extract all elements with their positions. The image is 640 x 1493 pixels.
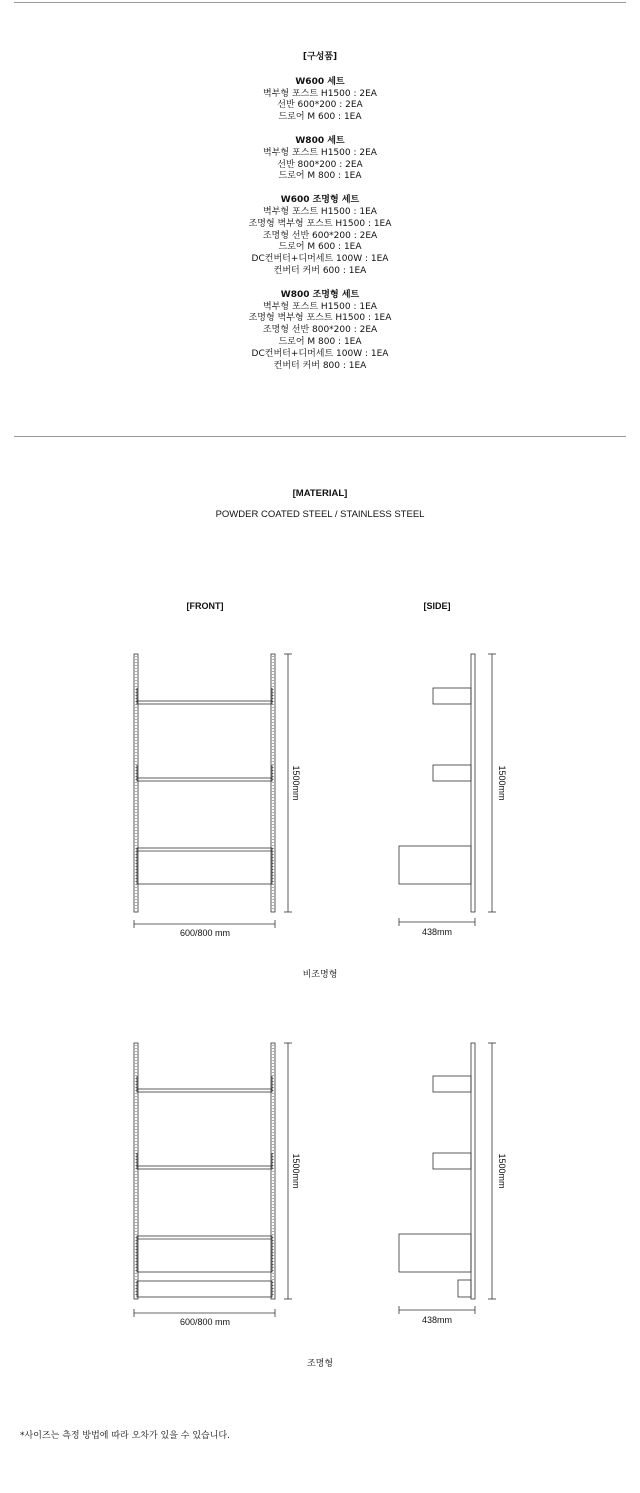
set-title: W800 조명형 세트 [280, 289, 360, 300]
side-converter [458, 1280, 471, 1297]
set-item: 선반 600*200 : 2EA [277, 100, 363, 111]
set-item: 조명형 벽부형 포스트 H1500 : 1EA [248, 218, 392, 229]
set-item: 컨버터 커버 600 : 1EA [273, 265, 367, 276]
side-drawer [399, 846, 471, 884]
side-height-dimension-label: 1500mm [497, 765, 507, 801]
set-item: 조명형 선반 600*200 : 2EA [262, 230, 378, 241]
side-post [471, 1043, 475, 1299]
front-view [134, 1043, 275, 1299]
set-w600 [0, 77, 640, 124]
components-list [0, 52, 640, 384]
width-dimension-label: 600/800 mm [179, 928, 231, 938]
size-tolerance-note: *사이즈는 측정 방법에 따라 오차가 있을 수 있습니다. [20, 1431, 230, 1441]
side-height-dimension [488, 654, 496, 912]
set-item: 드로어 M 800 : 1EA [278, 171, 362, 182]
set-item: 벽부형 포스트 H1500 : 2EA [263, 147, 377, 158]
top-divider [14, 2, 626, 3]
depth-dimension [399, 1306, 475, 1314]
set-item: 컨버터 커버 800 : 1EA [273, 360, 367, 371]
depth-dimension-label: 438mm [421, 1315, 453, 1325]
lighting-drawing [0, 1030, 640, 1330]
lighting-caption: 조명형 [306, 1359, 334, 1369]
front-view-label: [FRONT] [186, 601, 224, 611]
height-dimension [284, 654, 292, 912]
side-view [399, 1043, 475, 1299]
side-height-dimension [488, 1043, 496, 1299]
shelf-2 [137, 778, 272, 781]
set-item: 드로어 M 600 : 1EA [278, 242, 362, 253]
shelf-1 [137, 701, 272, 704]
side-view-label: [SIDE] [423, 601, 451, 611]
side-height-dimension-label: 1500mm [497, 1153, 507, 1189]
set-title: W600 세트 [295, 76, 345, 87]
height-dimension [284, 1043, 292, 1299]
drawer [137, 1236, 272, 1272]
side-shelf-2 [433, 1153, 471, 1169]
side-shelf-1 [433, 688, 471, 704]
set-w800 [0, 136, 640, 183]
set-title: W800 세트 [295, 135, 345, 146]
section-divider [14, 436, 626, 437]
depth-dimension [399, 918, 475, 926]
front-view [134, 654, 275, 912]
side-shelf-1 [433, 1076, 471, 1092]
set-item: 선반 800*200 : 2EA [277, 159, 363, 170]
set-item: 조명형 선반 800*200 : 2EA [262, 325, 378, 336]
set-item: DC컨버터+디머세트 100W : 1EA [251, 348, 389, 359]
drawer [137, 848, 272, 884]
non-lighting-caption: 비조명형 [302, 970, 338, 980]
set-item: 드로어 M 600 : 1EA [278, 112, 362, 123]
set-item: 벽부형 포스트 H1500 : 1EA [263, 301, 377, 312]
side-view [399, 654, 475, 912]
side-shelf-2 [433, 765, 471, 781]
side-post [471, 654, 475, 912]
material-heading: [MATERIAL] [292, 488, 348, 499]
material-value: POWDER COATED STEEL / STAINLESS STEEL [215, 509, 425, 520]
shelf-2 [137, 1166, 272, 1169]
height-dimension-label: 1500mm [291, 1153, 301, 1189]
set-w800-lighting [0, 290, 640, 373]
set-item: 드로어 M 800 : 1EA [278, 336, 362, 347]
height-dimension-label: 1500mm [291, 765, 301, 801]
set-item: 벽부형 포스트 H1500 : 1EA [263, 206, 377, 217]
depth-dimension-label: 438mm [421, 927, 453, 937]
width-dimension [134, 920, 275, 928]
side-drawer [399, 1234, 471, 1272]
set-item: DC컨버터+디머세트 100W : 1EA [251, 254, 389, 265]
non-lighting-drawing [0, 640, 640, 940]
set-title: W600 조명형 세트 [280, 195, 360, 206]
shelf-1 [137, 1089, 272, 1092]
converter-cover [137, 1281, 272, 1297]
width-dimension-label: 600/800 mm [179, 1317, 231, 1327]
set-w600-lighting [0, 195, 640, 278]
width-dimension [134, 1309, 275, 1317]
set-item: 조명형 벽부형 포스트 H1500 : 1EA [248, 313, 392, 324]
components-heading: [구성품] [302, 52, 338, 62]
set-item: 벽부형 포스트 H1500 : 2EA [263, 88, 377, 99]
